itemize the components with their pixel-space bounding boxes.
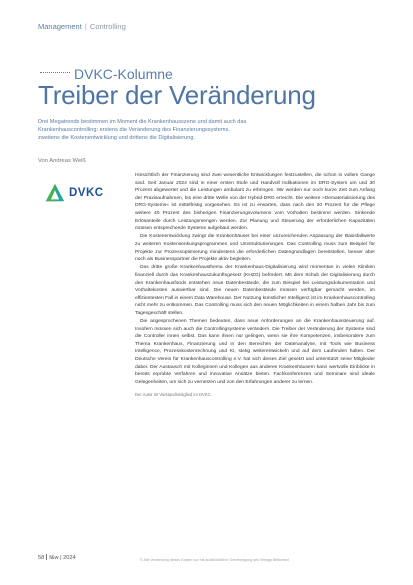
author-footnote: Der Autor ist Vorstandsmitglied im DVKC.: [135, 392, 212, 398]
author-byline: Von Andreas Weiß: [38, 158, 86, 164]
page-title: Treiber der Veränderung: [38, 80, 316, 110]
body-paragraph: Die Kostenentwicklung zwingt die Krankenhäuser bei einer unzureichenden Anpassung der Basisfallwerte zu weiteren Kostensenkungsprogrammen und Umstrukturierungen. Das Controlling muss zum Beispiel für Projekte zur Prozessoptimierung mindestens die erforderlichen Datengrundlagen bereitstellen, besser aber noch als Businesspartner die Projekte aktiv begleiten.: [135, 234, 375, 263]
rubric-subcategory: Controlling: [89, 22, 126, 31]
lead-paragraph: [38, 118, 378, 143]
lead-line: zweitens die Kostenentwicklung und drittens die Digitalisierung.: [38, 135, 196, 142]
logo-wordmark: DVKC: [69, 187, 104, 199]
body-paragraph: Das dritte große Krankenhausthema der Krankenhaus-Digitalisierung wird momentan in vielen Kliniken finanziell durch das Krankenhauszukunftsgesetz (KHZG) befördert. Mit dem Schub der Digitalisierung durch den Krankenhausfonds entstehen neue Datenbestände, die zum Beispiel bei Leistungsdokumentation und Vorhaltekosten auswertbar sind. Die neuen Datenbestände müssen verfügbar gemacht werden, im effizientesten Fall in einem Data Warehouse. Der Nutzung künstlicher Intelligenz ist im Krankenhauscontrolling nicht mehr zu entkommen. Das Controlling muss sich den neuen Möglichkeiten in einem halben Jahr bis zum Tagesgeschäft stellen.: [135, 265, 375, 316]
rubric-separator: |: [84, 22, 87, 31]
section-rubric: [38, 22, 126, 31]
footer-divider: [46, 554, 47, 560]
dvkc-logo: [44, 180, 124, 206]
body-paragraph: Die angesprochenen Themen bedeuten, dass neue Anforderungen an die Krankenhaussteuerung auf. Insofern müssen sich auch die Controllingsysteme verändern. Die Treiber der Veränderung der Systeme sind die Controller innen selbst. Das kann ihnen nur gelingen, wenn sie ihre Kompetenzen, insbesondere zum Thema Krankenhaus, Finanzierung und in den Bereichen der Datenanalyse, mit Tools wie Business Intelligence, Prozesskostenrechnung und KI, stetig weiterentwickeln und auf dem Laufenden halten. Der Deutsche Verein für Krankenhauscontrolling e.V. hat sich dieses Ziel gesetzt und unterstützt seine Mitglieder dabei. Der Austausch mit Kolleginnen und Kollegen aus anderen Krankenhäusern kann wertvolle Einblicke in bereits erprobte Verfahren und innovative Ansätze bieten. Fachkonferenzen und Seminare sind ideale Gelegenheiten, um sich zu vernetzen und von den Erfahrungen anderer zu lernen.: [135, 319, 375, 385]
rubric-category: Management: [38, 22, 82, 31]
page-footer: [38, 554, 76, 561]
page-number: 58: [38, 555, 45, 561]
dvkc-logo-icon: [44, 182, 66, 204]
lead-line: Krankenhauscontrolling: erstens die Veränderung des Finanzierungssystems,: [38, 127, 230, 134]
column-label-text: DVKC-Kolumne: [74, 66, 173, 82]
article-body: [135, 172, 375, 400]
issue-label: f&w | 2024: [49, 555, 76, 561]
lead-line: Drei Megatrends bestimmen im Moment die Krankenhausszene und damit auch das: [38, 119, 247, 125]
body-paragraph: Hinsichtlich der Finanzierung sind zwei wesentliche Entwicklungen festzustellen, die schon in vollem Gange sind. Seit Januar 2024 sind in einer ersten Stufe und Handvoll Indikationen im DRG-System um und 30 Prozent abgewertet und die Leistungen ambulant zu erbringen. Wir werden nur noch kurze Zeit zum Anfang der Praxisaufnahmen, bis eine dritte Welle von der Hybrid-DRG erreicht. Die weitere »Dematerialisierung des DRG-Systems« ist mittelfristig vorgesehen. Es ist zu erwarten, dass nach den 20 Prozent für die Pflege weitere 40 Prozent des bisherigen Finanzierungsvolumens vom Vorhalten bestimmt werden. Sinkende Erlösanteile durch Leistungsmengen werden. Zur Planung und Steuerung der erforderlichen Kapazitäten müssen entsprechende Systeme aufgebaut werden.: [135, 173, 375, 232]
copyright-notice: © Alle Verbreitung dieses Kopien nur mit ausdrücklicher Genehmigung des Verlags Bibliomed: [140, 558, 289, 562]
dotted-rule: [40, 72, 70, 73]
